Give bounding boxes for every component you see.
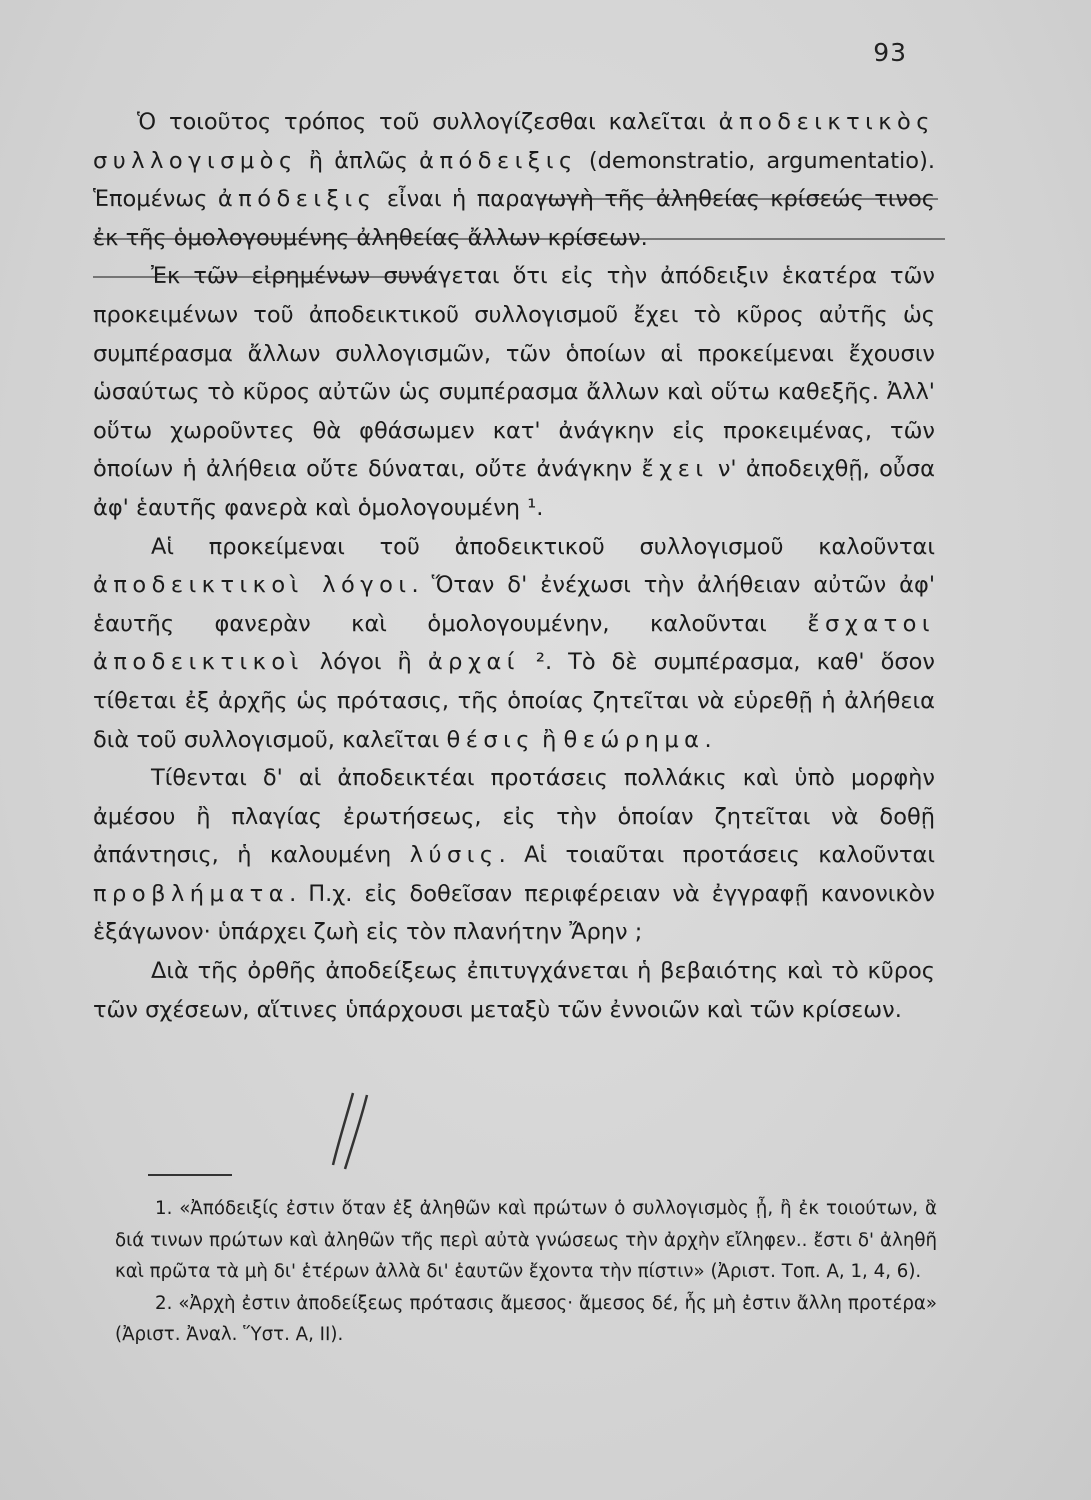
page-number: 93 xyxy=(873,38,907,67)
paragraph: Ὁ τοιοῦτος τρόπος τοῦ συλλογίζεσθαι καλεῖται ἀποδεικτικὸς συλλογισμὸς ἢ ἁπλῶς ἀπόδειξις (demonstratio, argumentatio). Ἑπομένως ἀπόδειξις εἶναι ἡ παραγωγὴ τῆς ἀληθείας κρίσεώς τινος ἐκ τῆς ὁμολογουμένης ἀληθείας ἄλλων κρίσεων. xyxy=(93,109,935,251)
footnote: 1. «Ἀπόδειξίς ἐστιν ὅταν ἐξ ἀληθῶν καὶ πρώτων ὁ συλλογισμὸς ᾖ, ἢ ἐκ τοιούτων, ἃ διά τινων πρώτων καὶ ἀληθῶν τῆς περὶ αὐτὰ γνώσεως τὴν ἀρχὴν εἴληφεν.. ἔστι δ' ἀληθῆ καὶ πρῶτα τὰ μὴ δι' ἑτέρων ἀλλὰ δι' ἑαυτῶν ἔχοντα τὴν πίστιν» (Ἀριστ. Τοπ. Α, 1, 4, 6). xyxy=(115,1198,937,1282)
paragraph: Ἐκ τῶν εἰρημένων συνάγεται ὅτι εἰς τὴν ἀπόδειξιν ἑκατέρα τῶν προκειμένων τοῦ ἀποδεικτικοῦ συλλογισμοῦ ἔχει τὸ κῦρος αὐτῆς ὡς συμπέρασμα ἄλλων συλλογισμῶν, τῶν ὁποίων αἱ προκείμεναι ἔχουσιν ὡσαύτως τὸ κῦρος αὐτῶν ὡς συμπέρασμα ἄλλων καὶ οὕτω καθεξῆς. Ἀλλ' οὕτω χωροῦντες θὰ φθάσωμεν κατ' ἀνάγκην εἰς προκειμένας, τῶν ὁποίων ἡ ἀλήθεια οὔτε δύναται, οὔτε ἀνάγκην ἔχει ν' ἀποδειχθῇ, οὖσα ἀφ' ἑαυτῆς φανερὰ καὶ ὁμολογουμένη ¹. xyxy=(93,263,936,521)
footnote: 2. «Ἀρχὴ ἐστιν ἀποδείξεως πρότασις ἄμεσος· ἄμεσος δέ, ἧς μὴ ἐστιν ἄλλη προτέρα» (Ἀριστ. Ἀναλ. Ὕστ. Α, ΙΙ). xyxy=(115,1292,937,1345)
footnote-divider xyxy=(148,1174,232,1176)
footnotes xyxy=(115,1193,937,1351)
main-text xyxy=(93,103,935,1029)
paragraph: Διὰ τῆς ὀρθῆς ἀποδείξεως ἐπιτυγχάνεται ἡ βεβαιότης καὶ τὸ κῦρος τῶν σχέσεων, αἵτινες ὑπάρχουσι μεταξὺ τῶν ἐννοιῶν καὶ τῶν κρίσεων. xyxy=(93,958,935,1023)
paragraph: Τίθενται δ' αἱ ἀποδεικτέαι προτάσεις πολλάκις καὶ ὑπὸ μορφὴν ἀμέσου ἢ πλαγίας ἐρωτήσεως, εἰς τὴν ὁποίαν ζητεῖται νὰ δοθῇ ἀπάντησις, ἡ καλουμένη λύσις. Αἱ τοιαῦται προτάσεις καλοῦνται προβλήματα. Π.χ. εἰς δοθεῖσαν περιφέρειαν νὰ ἐγγραφῇ κανονικὸν ἑξάγωνον· ὑπάρχει ζωὴ εἰς τὸν πλανήτην Ἄρην ; xyxy=(93,765,936,946)
paragraph: Αἱ προκείμεναι τοῦ ἀποδεικτικοῦ συλλογισμοῦ καλοῦνται ἀποδεικτικοὶ λόγοι. Ὅταν δ' ἐνέχωσι τὴν ἀλήθειαν αὐτῶν ἀφ' ἑαυτῆς φανερὰν καὶ ὁμολογουμένην, καλοῦνται ἔσχατοι ἀποδεικτικοὶ λόγοι ἢ ἀρχαί ². Τὸ δὲ συμπέρασμα, καθ' ὅσον τίθεται ἐξ ἀρχῆς ὡς πρότασις, τῆς ὁποίας ζητεῖται νὰ εὑρεθῇ ἡ ἀλήθεια διὰ τοῦ συλλογισμοῦ, καλεῖται θέσις ἢ θεώρημα. xyxy=(93,533,935,753)
pencil-double-slash-mark xyxy=(325,1085,385,1175)
